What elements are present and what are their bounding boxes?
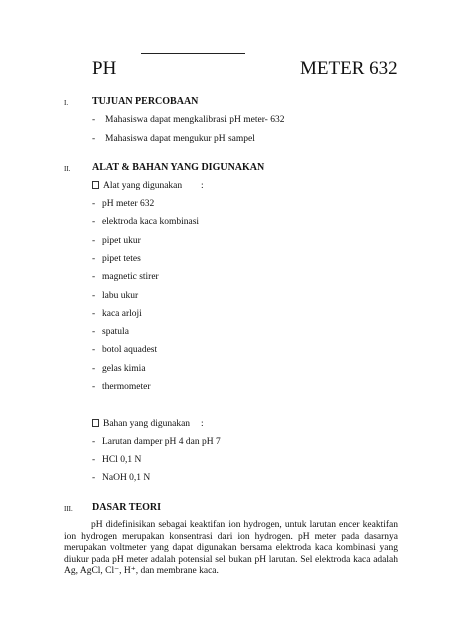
section-2-heading: ALAT & BAHAN YANG DIGUNAKAN (92, 162, 265, 173)
dash: - (92, 272, 96, 283)
checkbox-bullet-icon (92, 419, 99, 427)
list-item: labu ukur (102, 290, 139, 301)
section-1-numeral: I. (64, 99, 69, 107)
dash: - (92, 134, 96, 144)
materials-label: Bahan yang digunakan (103, 419, 191, 429)
dash: - (92, 345, 96, 356)
list-item: magnetic stirer (102, 272, 159, 283)
dash: - (92, 290, 96, 301)
list-item: pipet tetes (102, 253, 141, 264)
section-3-numeral: III. (64, 505, 73, 513)
dash: - (92, 437, 96, 447)
checkbox-bullet-icon (92, 181, 99, 189)
dash: - (92, 115, 96, 125)
list-item: thermometer (102, 382, 151, 392)
tools-label-row (92, 181, 182, 191)
dash: - (92, 455, 96, 465)
list-item: gelas kimia (102, 363, 146, 374)
dash: - (92, 363, 96, 374)
dash: - (92, 327, 96, 338)
list-item: Mahasiswa dapat mengukur pH sampel (105, 134, 255, 144)
theory-paragraph: pH didefinisikan sebagai keaktifan ion hydrogen, untuk larutan encer keaktifan ion hydrogen merupakan konsentrasi dari ion hydrogen. pH meter pada dasarnya merupakan voltmeter yang dapat digunakan bersama elektroda kaca kombinasi yang diukur pada pH meter adalah potensial sel bukan pH larutan. Sel elektroda kaca adalah Ag, AgCl, Cl⁻, H⁺, dan membrane kaca. (64, 520, 398, 576)
list-item: pipet ukur (102, 235, 141, 246)
dash: - (92, 199, 96, 209)
materials-colon: : (201, 419, 204, 429)
dash: - (92, 253, 96, 264)
tools-colon: : (201, 181, 204, 191)
dash: - (92, 235, 96, 246)
list-item: spatula (102, 327, 129, 338)
tools-label: Alat yang digunakan (103, 181, 183, 191)
list-item: NaOH 0,1 N (102, 473, 151, 483)
dash: - (92, 473, 96, 483)
title-rule (141, 53, 245, 54)
dash: - (92, 382, 96, 392)
materials-label-row (92, 419, 190, 429)
list-item: elektroda kaca kombinasi (102, 217, 200, 228)
list-item: pH meter 632 (102, 199, 155, 209)
list-item: botol aquadest (102, 345, 158, 356)
section-2-numeral: II. (64, 165, 71, 173)
dash: - (92, 217, 96, 228)
section-1-heading: TUJUAN PERCOBAAN (92, 96, 199, 107)
section-3-heading: DASAR TEORI (92, 502, 161, 513)
title-left: PH (92, 58, 117, 79)
list-item: Mahasiswa dapat mengkalibrasi pH meter- 632 (105, 115, 285, 125)
list-item: Larutan damper pH 4 dan pH 7 (102, 437, 221, 447)
list-item: kaca arloji (102, 308, 142, 319)
list-item: HCl 0,1 N (102, 455, 142, 465)
dash: - (92, 308, 96, 319)
title-right: METER 632 (300, 58, 398, 79)
